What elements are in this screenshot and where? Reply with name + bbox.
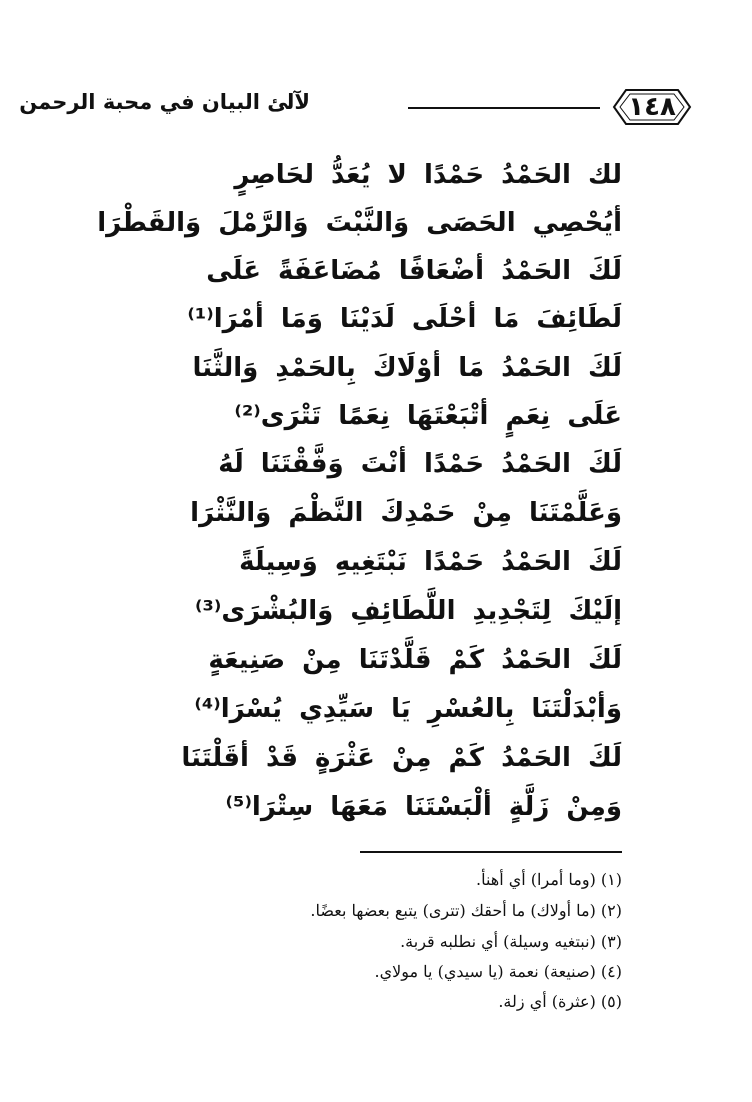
verse-line: وَعَلَّمْتَنَا مِنْ حَمْدِكَ النَّظْمَ وَالنَّثْرَا xyxy=(190,498,622,528)
footnote: (٥) (عثرة) أي زلة. xyxy=(498,992,622,1011)
verse-line: وَمِنْ زَلَّةٍ ألْبَسْتَنَا مَعَهَا سِتْرَا⁽⁵⁾ xyxy=(225,792,622,822)
verse-line: إلَيْكَ لِتَجْدِيدِ اللَّطَائِفِ وَالبُشْرَى⁽³⁾ xyxy=(195,596,622,626)
page-number: ١٤٨ xyxy=(628,92,676,122)
page-number-badge xyxy=(612,88,692,126)
footnote: (١) (وما أمرا) أي أهنأ. xyxy=(475,870,622,889)
verse-line: لَكَ الحَمْدُ كَمْ قَلَّدْتَنَا مِنْ صَنِيعَةٍ xyxy=(208,645,622,675)
verse-line: لَطَائِفَ مَا أحْلَى لَدَيْنَا وَمَا أمْرَا⁽¹⁾ xyxy=(187,304,622,334)
footnote-separator xyxy=(360,851,622,853)
page-header xyxy=(19,86,692,130)
footnote: (٢) (ما أولاك) ما أحقك (تترى) يتبع بعضها بعضًا. xyxy=(310,901,622,920)
verse-line: لك الحَمْدُ حَمْدًا لا يُعَدُّ لحَاصِرٍ xyxy=(234,160,622,190)
verse-line: لَكَ الحَمْدُ مَا أوْلَاكَ بِالحَمْدِ وَالثَّنَا xyxy=(192,353,622,383)
verse-line: وَأبْدَلْتَنَا بِالعُسْرِ يَا سَيِّدِي يُسْرَا⁽⁴⁾ xyxy=(194,694,622,724)
verse-line: لَكَ الحَمْدُ حَمْدًا أنْتَ وَفَّقْتَنَا لَهُ xyxy=(218,449,622,479)
footnote: (٤) (صنيعة) نعمة (يا سيدي) يا مولاي. xyxy=(374,962,622,981)
verse-line: أيُحْصِي الحَصَى وَالنَّبْتَ وَالرَّمْلَ وَالقَطْرَا xyxy=(97,208,622,238)
verse-line: لَكَ الحَمْدُ كَمْ مِنْ عَثْرَةٍ قَدْ أقَلْتَنَا xyxy=(181,743,622,773)
verse-line: لَكَ الحَمْدُ حَمْدًا نَبْتَغِيهِ وَسِيلَةً xyxy=(239,547,622,577)
running-title: لآلئ البيان في محبة الرحمن xyxy=(19,90,310,114)
verse-line: عَلَى نِعَمٍ أتْبَعْتَهَا نِعَمًا تَتْرَى⁽²⁾ xyxy=(234,401,622,431)
footnote: (٣) (نبتغيه وسيلة) أي نطلبه قربة. xyxy=(400,932,622,951)
verse-line: لَكَ الحَمْدُ أضْعَافًا مُضَاعَفَةً عَلَى xyxy=(206,256,622,286)
header-rule xyxy=(408,107,600,109)
